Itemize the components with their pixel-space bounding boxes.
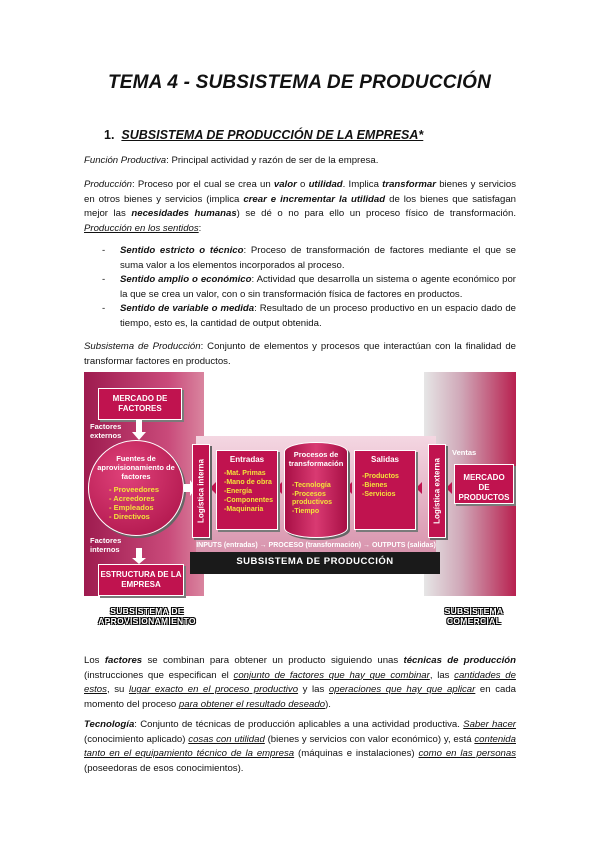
arrow-right-icon — [416, 482, 422, 494]
text: de los bienes que satisfagan mejor las — [84, 193, 516, 220]
fuentes-item: - Acreedores — [109, 494, 155, 503]
entradas-item: -Componentes — [224, 497, 273, 504]
text: : Proceso por el cual se crea un — [132, 179, 274, 190]
factores-paragraph — [84, 654, 516, 712]
salidas-box — [354, 450, 416, 530]
transformar-term: transformar — [382, 179, 436, 190]
fuentes-item: - Proveedores — [109, 485, 160, 494]
text: bienes y servicios en otros bienes y servicios (implica — [84, 179, 516, 205]
sentido-term: Sentido de variable o medida — [120, 303, 255, 315]
production-banner: SUBSISTEMA DE PRODUCCIÓN — [236, 556, 394, 567]
utilidad-term: utilidad — [308, 179, 343, 190]
text: o — [296, 179, 309, 190]
flow-label: INPUTS (entradas) → PROCESO (transformación) → OUTPUTS (salidas) — [196, 542, 436, 549]
arrow-right-icon — [446, 482, 452, 494]
necesidades-term: necesidades humanas — [131, 208, 237, 220]
entradas-item: -Maquinaria — [224, 506, 264, 513]
logistica-externa-label: Logística externa — [432, 458, 442, 524]
list-item — [102, 273, 516, 302]
list-item — [102, 302, 516, 331]
subsistema-comercial-label: SUBSISTEMA COMERCIAL — [444, 606, 504, 626]
sentidos-list — [102, 244, 516, 332]
text: (bienes y servicios con valor económico) y, está — [264, 733, 475, 745]
factores-term: factores — [104, 655, 143, 666]
fuentes-item: - Empleados — [109, 503, 154, 512]
sentidos-link: Producción en los sentidos — [84, 222, 199, 234]
mercado-factores-box: MERCADO DE FACTORES — [98, 388, 182, 420]
funcion-paragraph — [84, 154, 516, 169]
list-item — [102, 244, 516, 273]
entradas-box — [216, 450, 278, 530]
sentido-text: : Actividad que desarrolla un sistema o agente económico por la que se crea un valor, con o sin transformación física de factores en productos. — [120, 274, 516, 300]
procesos-title: Procesos de transformación — [288, 450, 344, 468]
sentido-text: : Resultado de un proceso productivo en un espacio dado de tiempo, esto es, la cantidad de output obtenida. — [120, 303, 517, 329]
text: (instrucciones que especifican el — [84, 669, 234, 681]
text: (conocimiento aplicado) — [84, 733, 189, 745]
underlined-text: para obtener el resultado deseado — [178, 698, 326, 710]
funcion-text: : Principal actividad y razón de ser de la empresa. — [166, 155, 379, 166]
salidas-item: -Productos — [362, 473, 399, 480]
salidas-title: Salidas — [370, 455, 399, 464]
section-heading — [104, 128, 423, 142]
procesos-item: -Tiempo — [292, 507, 320, 515]
arrow-down-icon — [132, 548, 146, 564]
salidas-list — [358, 472, 412, 499]
entradas-item: -Mano de obra — [224, 479, 272, 486]
underlined-text: cantidades de estos — [84, 669, 516, 696]
salidas-item: -Bienes — [362, 482, 388, 489]
text: se combinan para obtener un producto siguiendo unas — [142, 655, 404, 666]
production-diagram — [84, 372, 516, 634]
text: : Conjunto de técnicas de producción aplicables a una actividad productiva. — [134, 719, 464, 730]
section-title: SUBSISTEMA DE PRODUCCIÓN DE LA EMPRESA* — [121, 128, 424, 142]
text: ). — [325, 698, 331, 710]
text: y las — [298, 684, 329, 696]
sentido-term: Sentido estricto o técnico — [120, 245, 244, 256]
mercado-productos-box: MERCADO DE PRODUCTOS — [454, 464, 514, 504]
text: . Implica — [342, 179, 383, 190]
entradas-title: Entradas — [229, 455, 265, 464]
subsistema-text: : Conjunto de elementos y procesos que interactúan con la finalidad de transformar factores en productos. — [84, 341, 516, 367]
logistica-externa-bar — [428, 444, 446, 538]
arrow-down-icon — [132, 420, 146, 440]
tecnicas-term: técnicas de producción — [403, 655, 516, 666]
underlined-text: cosas con utilidad — [188, 733, 265, 745]
section-number: 1. — [104, 128, 115, 142]
tecnologia-paragraph — [84, 718, 516, 776]
text: (poseedoras de esos conocimientos). — [84, 762, 244, 774]
produccion-term: Producción — [84, 179, 132, 190]
page-title: TEMA 4 - SUBSISTEMA DE PRODUCCIÓN — [107, 72, 492, 93]
subsistema-term: Subsistema de Producción — [84, 341, 201, 352]
fuentes-item: - Directivos — [109, 512, 150, 521]
procesos-item: -Procesos productivos — [292, 490, 333, 506]
text: : — [198, 222, 202, 234]
underlined-text: como en las personas — [418, 748, 517, 760]
subsistema-aprov-label: SUBSISTEMA DE APROVISIONAMIENTO — [98, 606, 196, 626]
procesos-cylinder — [284, 442, 348, 538]
subsistema-paragraph — [84, 340, 516, 369]
text: , su — [106, 684, 129, 696]
sentido-term: Sentido amplio o económico — [120, 274, 252, 286]
entradas-item: -Mat. Primas — [224, 470, 266, 477]
procesos-list — [287, 482, 345, 516]
underlined-text: operaciones que hay que aplicar — [328, 684, 476, 696]
underlined-text: lugar exacto en el proceso productivo — [128, 684, 299, 696]
funcion-term: Función Productiva — [84, 155, 167, 166]
valor-term: valor — [273, 179, 297, 190]
entradas-list — [220, 469, 274, 514]
sentido-text: : Proceso de transformación de factores mediante el que se suma valor a los elementos incorporados al proceso. — [120, 245, 516, 271]
fuentes-title: Fuentes de aprovisionamiento de factores — [97, 454, 175, 481]
underlined-text: Saber hacer — [463, 719, 517, 730]
ventas-label: Ventas — [452, 448, 477, 457]
entradas-item: -Energía — [224, 488, 253, 495]
text: (máquinas e instalaciones) — [294, 748, 419, 760]
underlined-text: conjunto de factores que hay que combinar — [233, 669, 430, 681]
produccion-paragraph — [84, 178, 516, 236]
salidas-item: -Servicios — [362, 491, 396, 498]
logistica-interna-bar — [192, 444, 210, 538]
factores-externos-label: Factores externos — [90, 422, 122, 440]
underlined-text: contenida tanto en el equipamiento técnico de la empresa — [84, 733, 516, 760]
procesos-item: -Tecnología — [292, 482, 331, 489]
logistica-interna-label: Logística interna — [196, 458, 206, 524]
factores-internos-label: Factores internos — [90, 536, 122, 554]
text: , las — [429, 669, 455, 681]
crear-term: crear e incrementar la utilidad — [243, 193, 386, 205]
estructura-box: ESTRUCTURA DE LA EMPRESA — [98, 564, 184, 596]
tecnologia-term: Tecnología — [84, 719, 135, 730]
text: en cada momento del proceso — [84, 684, 516, 710]
text: ) se dé o no para ello un proceso físico de transformación. — [236, 208, 516, 220]
text: Los — [84, 655, 105, 666]
